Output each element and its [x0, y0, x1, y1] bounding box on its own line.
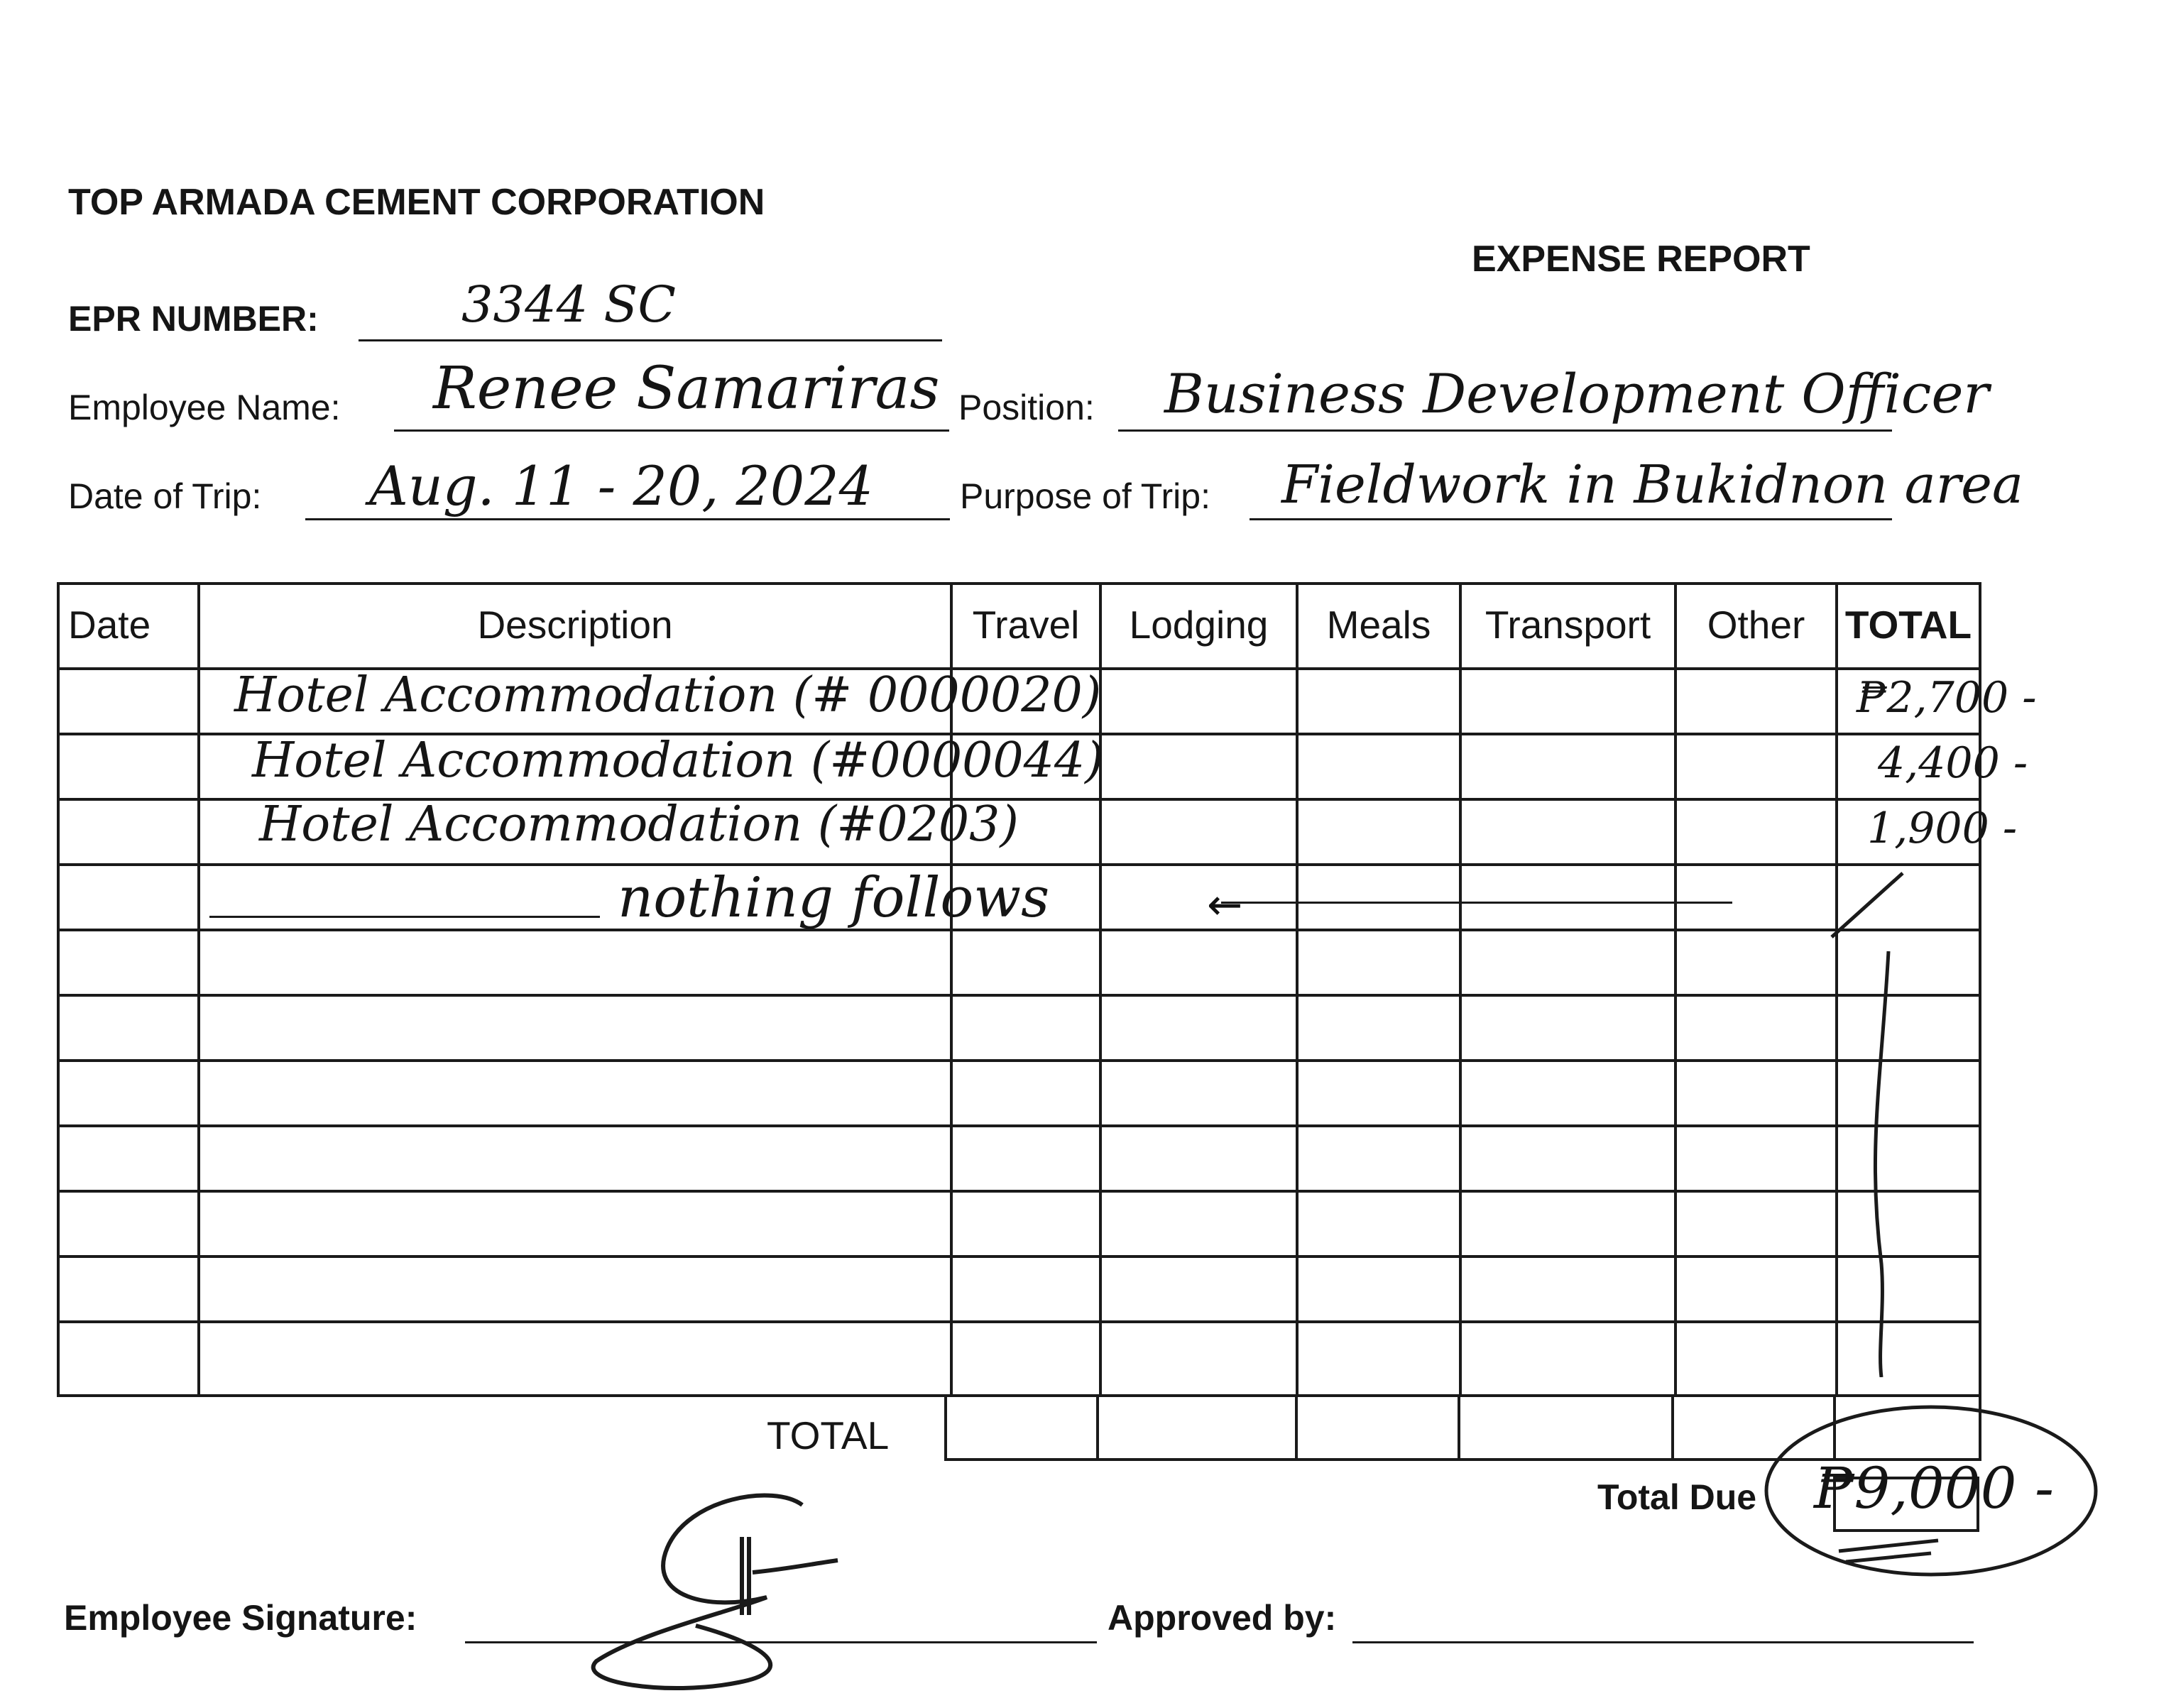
- col-sep: [197, 582, 200, 1397]
- purpose-label: Purpose of Trip:: [960, 476, 1210, 516]
- total-due-value[interactable]: ₱9,000 -: [1814, 1455, 2054, 1521]
- strike-left: [209, 916, 600, 918]
- row-sep: [57, 994, 1981, 997]
- totals-label: TOTAL: [767, 1413, 890, 1457]
- total-due-label: Total Due: [1597, 1477, 1757, 1517]
- totals-border: [1096, 1397, 1099, 1461]
- position-underline: [1118, 429, 1892, 432]
- employee-label: Employee Name:: [68, 388, 341, 427]
- purpose-value[interactable]: Fieldwork in Bukidnon area: [1281, 454, 2024, 515]
- purpose-underline: [1250, 518, 1892, 520]
- total-due-circle: [1754, 1391, 2109, 1604]
- row-sep: [57, 1320, 1981, 1323]
- header-lodging: Lodging: [1129, 603, 1269, 647]
- report-title: EXPENSE REPORT: [1472, 239, 1810, 280]
- header-other: Other: [1707, 603, 1805, 647]
- row-2-description[interactable]: Hotel Accommodation (#0000044): [252, 733, 1104, 789]
- header-travel: Travel: [972, 603, 1080, 647]
- col-sep: [1296, 582, 1299, 1397]
- nothing-follows-note: nothing follows: [618, 866, 1050, 930]
- approved-label: Approved by:: [1108, 1598, 1337, 1638]
- signature-label: Employee Signature:: [64, 1598, 417, 1638]
- header-transport: Transport: [1485, 603, 1651, 647]
- row-sep: [57, 1059, 1981, 1062]
- row-2-total[interactable]: 4,400 -: [1878, 738, 2028, 788]
- epr-label: EPR NUMBER:: [68, 299, 319, 339]
- totals-border: [1671, 1397, 1674, 1461]
- employee-value[interactable]: Renee Samariras: [433, 355, 940, 422]
- row-1-total[interactable]: ₱2,700 -: [1857, 673, 2037, 723]
- header-total: TOTAL: [1844, 603, 1972, 647]
- total-column-strike: [1803, 866, 1945, 1377]
- row-sep: [57, 1255, 1981, 1258]
- expense-table: [57, 582, 2037, 1397]
- position-label: Position:: [958, 388, 1095, 427]
- col-sep: [1674, 582, 1677, 1397]
- date-underline: [305, 518, 950, 520]
- epr-underline: [359, 339, 942, 341]
- arrow-left-icon: ←: [1207, 880, 1243, 930]
- position-value[interactable]: Business Development Officer: [1164, 362, 1989, 425]
- company-name: TOP ARMADA CEMENT CORPORATION: [68, 182, 765, 223]
- approved-line[interactable]: [1352, 1641, 1974, 1643]
- totals-border: [944, 1397, 947, 1461]
- row-sep: [57, 1190, 1981, 1193]
- header-description: Description: [477, 603, 673, 647]
- row-sep: [57, 1124, 1981, 1127]
- date-value[interactable]: Aug. 11 - 20, 2024: [369, 454, 873, 518]
- strike-right: [1221, 902, 1732, 904]
- header-date: Date: [68, 603, 151, 647]
- employee-signature: [582, 1484, 880, 1697]
- header-meals: Meals: [1326, 603, 1431, 647]
- table-border-left: [57, 582, 60, 1397]
- totals-border: [1295, 1397, 1298, 1461]
- date-label: Date of Trip:: [68, 476, 262, 516]
- row-3-total[interactable]: 1,900 -: [1867, 804, 2018, 853]
- epr-value[interactable]: 3344 SC: [461, 275, 676, 334]
- row-1-description[interactable]: Hotel Accommodation (# 0000020): [234, 667, 1102, 723]
- row-3-description[interactable]: Hotel Accommodation (#0203): [259, 796, 1019, 853]
- employee-underline: [394, 429, 949, 432]
- totals-border: [1458, 1397, 1460, 1461]
- col-sep: [1459, 582, 1462, 1397]
